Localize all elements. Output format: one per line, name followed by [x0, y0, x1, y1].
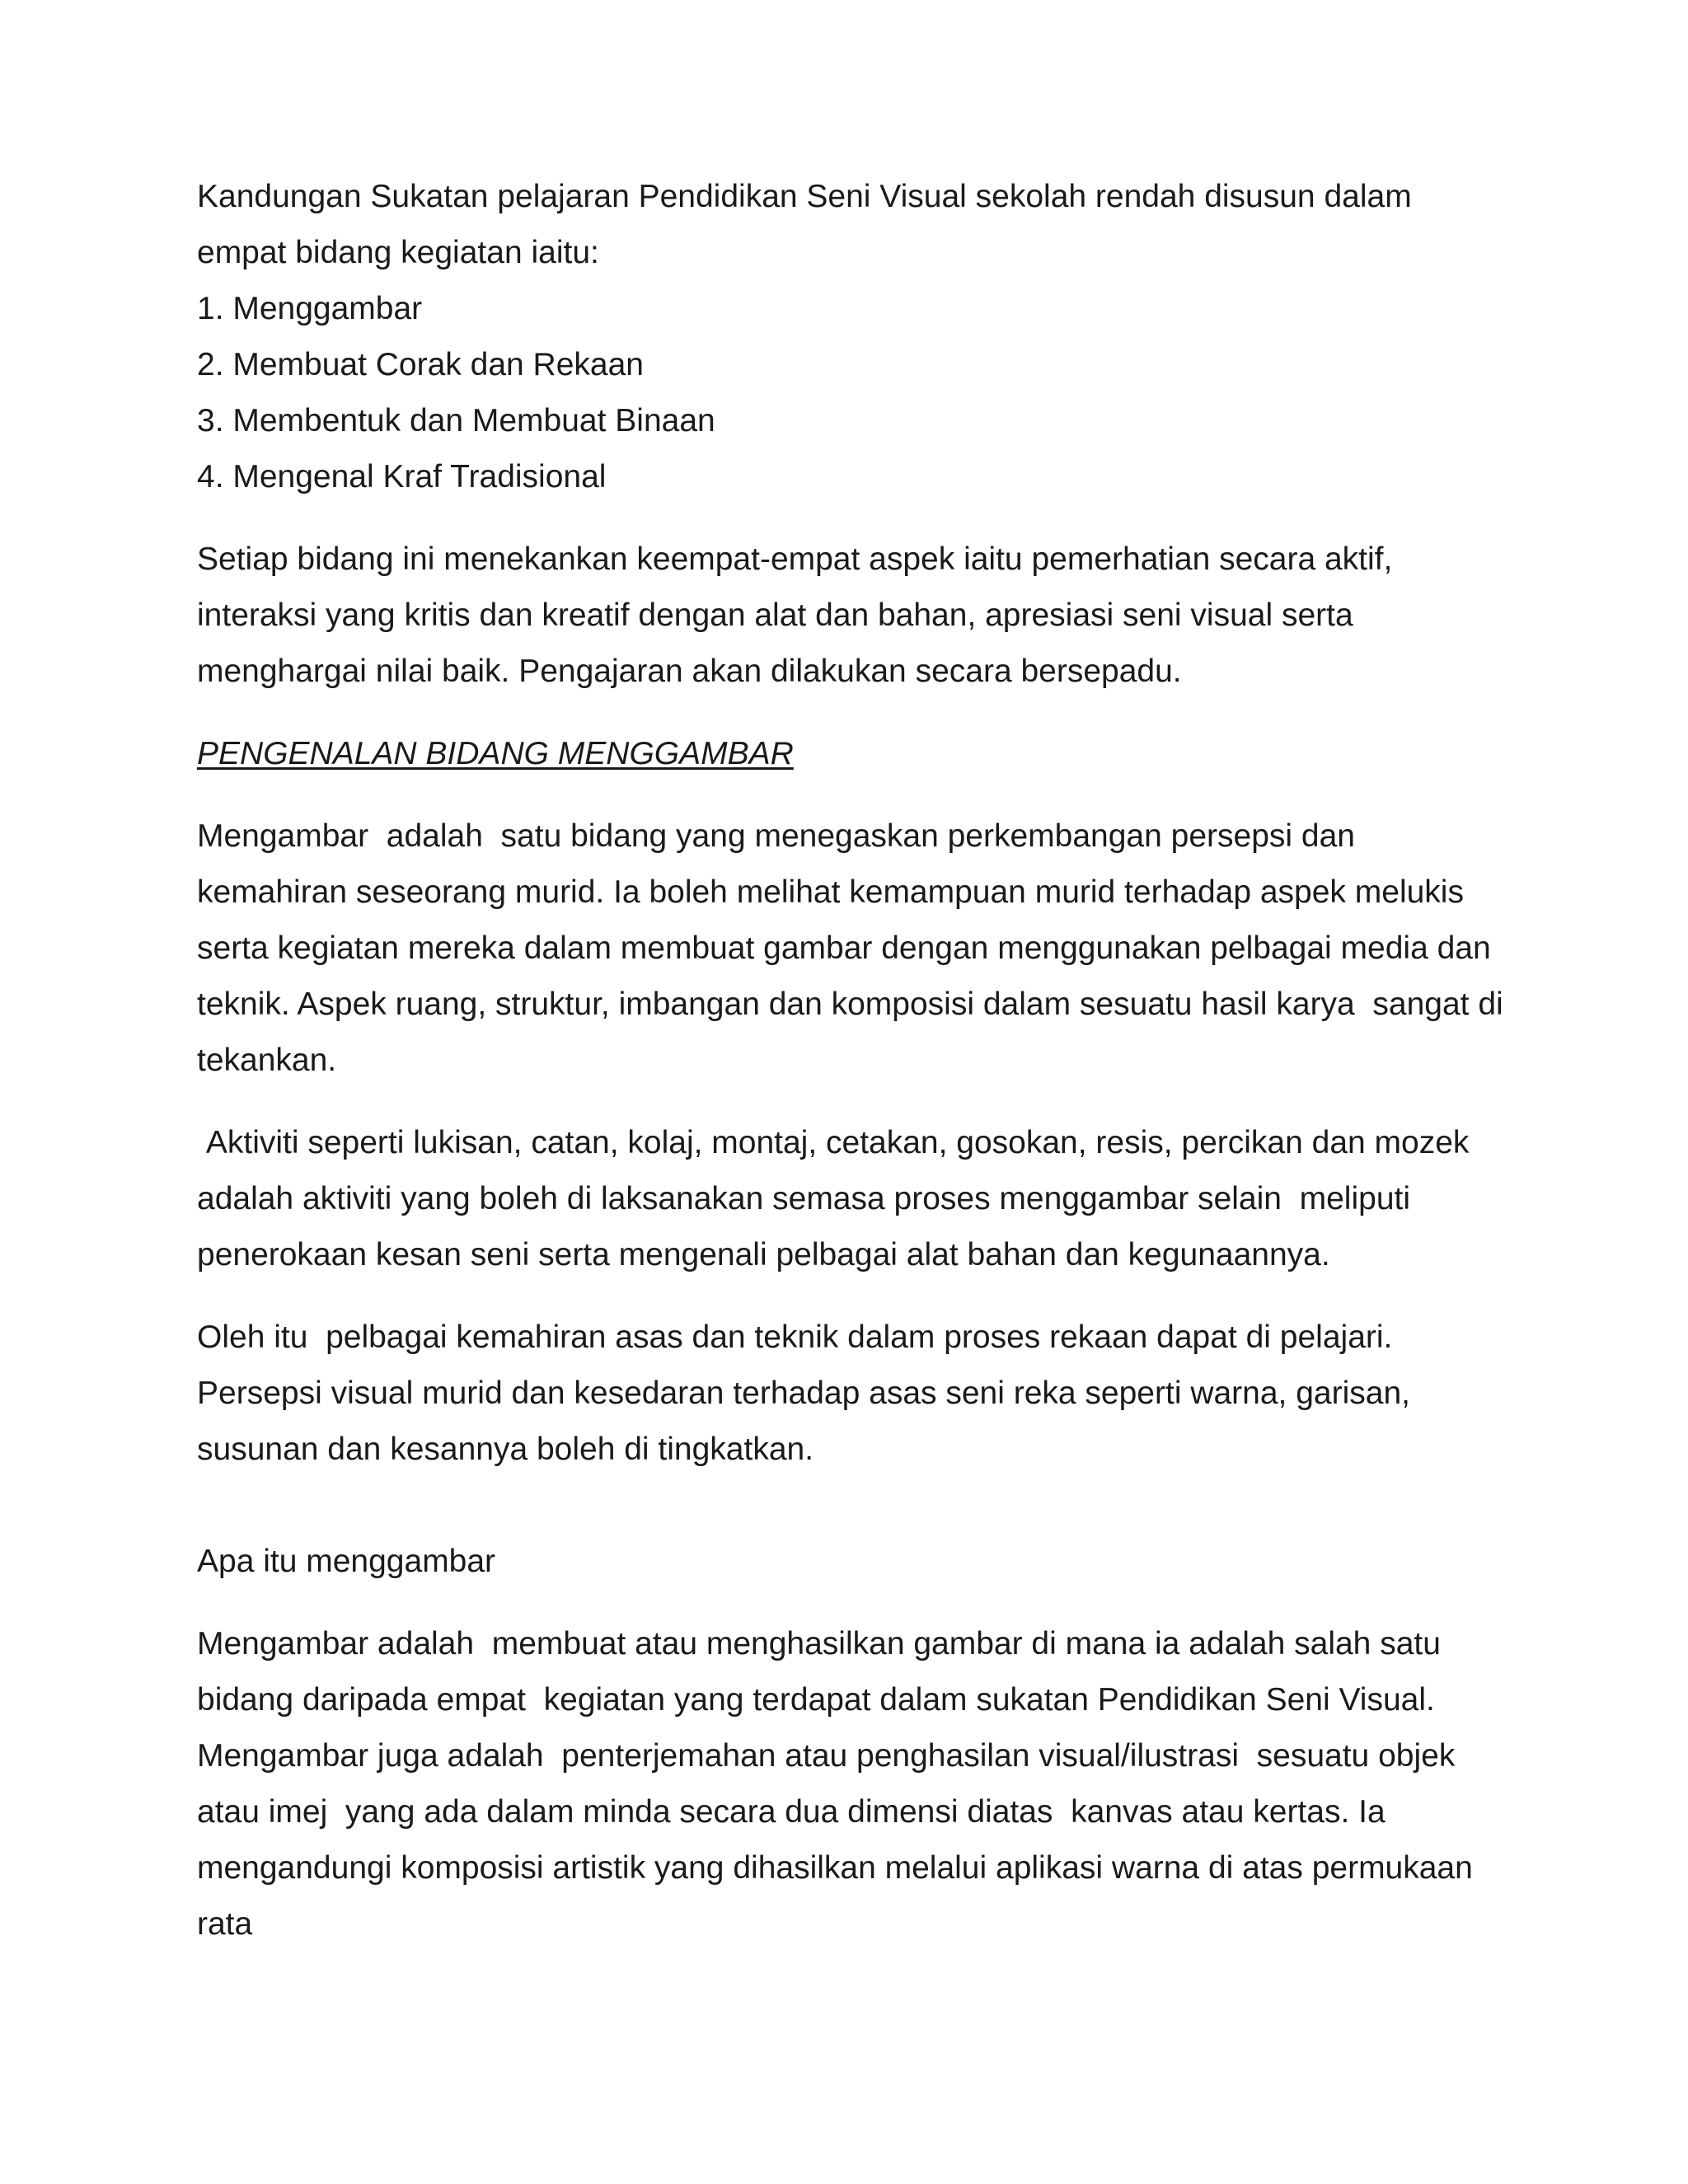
- paragraph-line: Persepsi visual murid dan kesedaran terhadap asas seni reka seperti warna, garisan,: [197, 1376, 1410, 1411]
- paragraph-line: mengandungi komposisi artistik yang dihasilkan melalui aplikasi warna di atas permukaan: [197, 1850, 1473, 1886]
- intro-line: Kandungan Sukatan pelajaran Pendidikan Seni Visual sekolah rendah disusun dalam: [197, 179, 1412, 214]
- paragraph-line: Mengambar adalah membuat atau menghasilkan gambar di mana ia adalah salah satu: [197, 1626, 1441, 1661]
- paragraph-line: tekankan.: [197, 1043, 337, 1078]
- paragraph-line: kemahiran seseorang murid. Ia boleh melihat kemampuan murid terhadap aspek melukis: [197, 874, 1464, 910]
- paragraph-line: menghargai nilai baik. Pengajaran akan dilakukan secara bersepadu.: [197, 654, 1182, 689]
- paragraph-line: Mengambar juga adalah penterjemahan atau penghasilan visual/ilustrasi sesuatu objek: [197, 1738, 1456, 1774]
- paragraph-2: [197, 1115, 1549, 1283]
- paragraph-line: susunan dan kesannya boleh di tingkatkan.: [197, 1432, 814, 1467]
- subheading: Apa itu menggambar: [197, 1544, 496, 1579]
- section-heading-wrap: [197, 726, 1549, 782]
- paragraph-line: teknik. Aspek ruang, struktur, imbangan dan komposisi dalam sesuatu hasil karya sangat di: [197, 987, 1503, 1022]
- paragraph-4: [197, 1616, 1549, 1952]
- paragraph-line: Aktiviti seperti lukisan, catan, kolaj, montaj, cetakan, gosokan, resis, percikan dan mozek: [197, 1125, 1470, 1160]
- paragraph-line: Mengambar adalah satu bidang yang menegaskan perkembangan persepsi dan: [197, 818, 1355, 854]
- intro-line: empat bidang kegiatan iaitu:: [197, 235, 599, 270]
- paragraph-line: serta kegiatan mereka dalam membuat gambar dengan menggunakan pelbagai media dan: [197, 930, 1491, 966]
- activity-item: 4. Mengenal Kraf Tradisional: [197, 459, 607, 494]
- subheading-wrap: [197, 1534, 1549, 1590]
- section-heading: PENGENALAN BIDANG MENGGAMBAR: [197, 736, 794, 771]
- activity-list: [197, 281, 1549, 505]
- paragraph-line: interaksi yang kritis dan kreatif dengan alat dan bahan, apresiasi seni visual serta: [197, 598, 1353, 633]
- paragraph-line: bidang daripada empat kegiatan yang terdapat dalam sukatan Pendidikan Seni Visual.: [197, 1682, 1435, 1718]
- activity-item: 1. Menggambar: [197, 291, 423, 326]
- activity-item: 2. Membuat Corak dan Rekaan: [197, 347, 644, 382]
- aspects-paragraph: [197, 532, 1549, 700]
- paragraph-3: [197, 1310, 1549, 1478]
- paragraph-line: adalah aktiviti yang boleh di laksanakan semasa proses menggambar selain meliputi: [197, 1181, 1411, 1216]
- paragraph-line: Oleh itu pelbagai kemahiran asas dan teknik dalam proses rekaan dapat di pelajari.: [197, 1319, 1393, 1355]
- paragraph-line: Setiap bidang ini menekankan keempat-empat aspek iaitu pemerhatian secara aktif,: [197, 541, 1393, 577]
- paragraph-line: penerokaan kesan seni serta mengenali pelbagai alat bahan dan kegunaannya.: [197, 1237, 1330, 1272]
- paragraph-line: atau imej yang ada dalam minda secara dua dimensi diatas kanvas atau kertas. Ia: [197, 1794, 1386, 1830]
- paragraph-1: [197, 808, 1549, 1089]
- activity-item: 3. Membentuk dan Membuat Binaan: [197, 403, 715, 438]
- paragraph-line: rata: [197, 1906, 253, 1942]
- intro-paragraph: [197, 169, 1549, 281]
- document-body: [197, 169, 1549, 1952]
